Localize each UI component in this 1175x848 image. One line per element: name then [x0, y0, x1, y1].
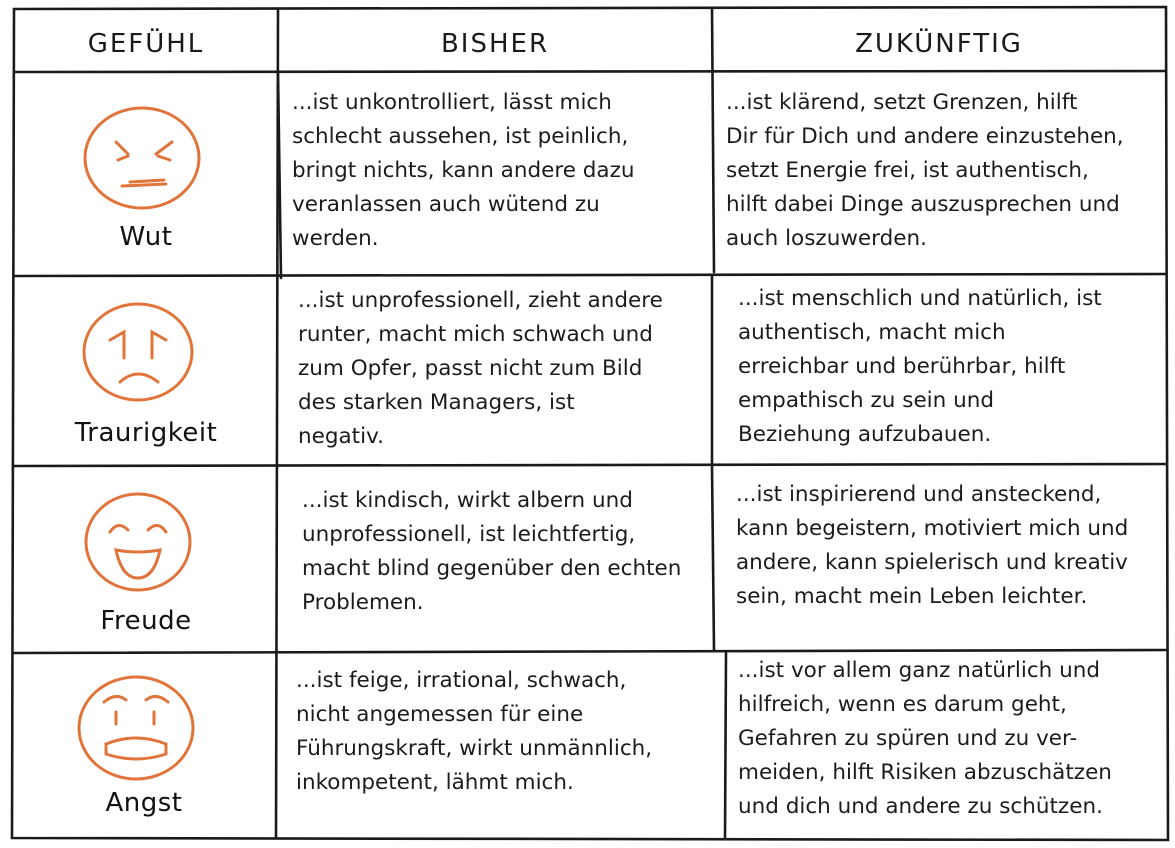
text-line: bringt nichts, kann andere dazu	[292, 158, 635, 183]
future-text-traurigkeit	[738, 282, 1102, 452]
text-line: andere, kann spielerisch und kreativ	[736, 550, 1128, 575]
joyful-face-icon	[82, 490, 194, 594]
text-line: Dir für Dich und andere einzustehen,	[726, 124, 1124, 149]
feeling-label-wut: Wut	[119, 222, 173, 252]
text-line: runter, macht mich schwach und	[298, 322, 653, 347]
text-line: kann begeistern, motiviert mich und	[736, 516, 1129, 541]
text-line: ...ist inspirierend und ansteckend,	[736, 482, 1102, 507]
before-text-freude	[302, 484, 681, 620]
text-line: erreichbar und berührbar, hilft	[738, 354, 1066, 379]
text-line: ...ist vor allem ganz natürlich und	[738, 658, 1101, 683]
fearful-face-icon	[74, 672, 198, 784]
text-line: sein, macht mein Leben leichter.	[736, 584, 1088, 609]
text-line: ...ist klärend, setzt Grenzen, hilft	[726, 90, 1078, 115]
future-text-angst	[738, 654, 1112, 824]
feeling-label-traurigkeit: Traurigkeit	[74, 418, 218, 448]
text-line: nicht angemessen für eine	[296, 702, 584, 727]
text-line: schlecht aussehen, ist peinlich,	[292, 124, 629, 149]
text-line: Gefahren zu spüren und zu ver-	[738, 726, 1078, 751]
text-line: des starken Managers, ist	[298, 390, 575, 415]
sad-face-icon	[80, 300, 196, 404]
feeling-label-angst: Angst	[105, 788, 183, 818]
text-line: und dich und andere zu schützen.	[738, 794, 1103, 819]
future-text-freude	[736, 478, 1128, 614]
text-line: empathisch zu sein und	[738, 388, 995, 413]
text-line: ...ist feige, irrational, schwach,	[296, 668, 627, 693]
text-line: negativ.	[298, 424, 384, 449]
before-text-angst	[296, 664, 652, 800]
text-line: Beziehung aufzubauen.	[738, 422, 992, 447]
text-line: ...ist kindisch, wirkt albern und	[302, 488, 633, 513]
before-text-wut	[292, 86, 635, 256]
text-line: setzt Energie frei, ist authentisch,	[726, 158, 1089, 183]
before-text-traurigkeit	[298, 284, 663, 454]
text-line: ...ist unkontrolliert, lässt mich	[292, 90, 612, 115]
text-line: unprofessionell, ist leichtfertig,	[302, 522, 636, 547]
text-line: auch loszuwerden.	[726, 226, 927, 251]
text-line: ...ist menschlich und natürlich, ist	[738, 286, 1102, 311]
feeling-label-freude: Freude	[100, 606, 192, 636]
text-line: ...ist unprofessionell, zieht andere	[298, 288, 663, 313]
text-line: werden.	[292, 226, 379, 251]
text-line: Problemen.	[302, 590, 424, 615]
text-line: hilfreich, wenn es darum geht,	[738, 692, 1067, 717]
angry-face-icon	[80, 102, 206, 212]
header-future: ZUKÜNFTIG	[855, 29, 1023, 59]
header-before: BISHER	[440, 29, 550, 59]
text-line: macht blind gegenüber den echten	[302, 556, 682, 581]
text-line: zum Opfer, passt nicht zum Bild	[298, 356, 643, 381]
text-line: authentisch, macht mich	[738, 320, 1006, 345]
text-line: hilft dabei Dinge auszusprechen und	[726, 192, 1120, 217]
text-line: inkompetent, lähmt mich.	[296, 770, 574, 795]
future-text-wut	[726, 86, 1124, 256]
text-line: Führungskraft, wirkt unmännlich,	[296, 736, 653, 761]
text-line: meiden, hilft Risiken abzuschätzen	[738, 760, 1112, 785]
text-line: veranlassen auch wütend zu	[292, 192, 600, 217]
header-feeling: GEFÜHL	[87, 29, 205, 59]
